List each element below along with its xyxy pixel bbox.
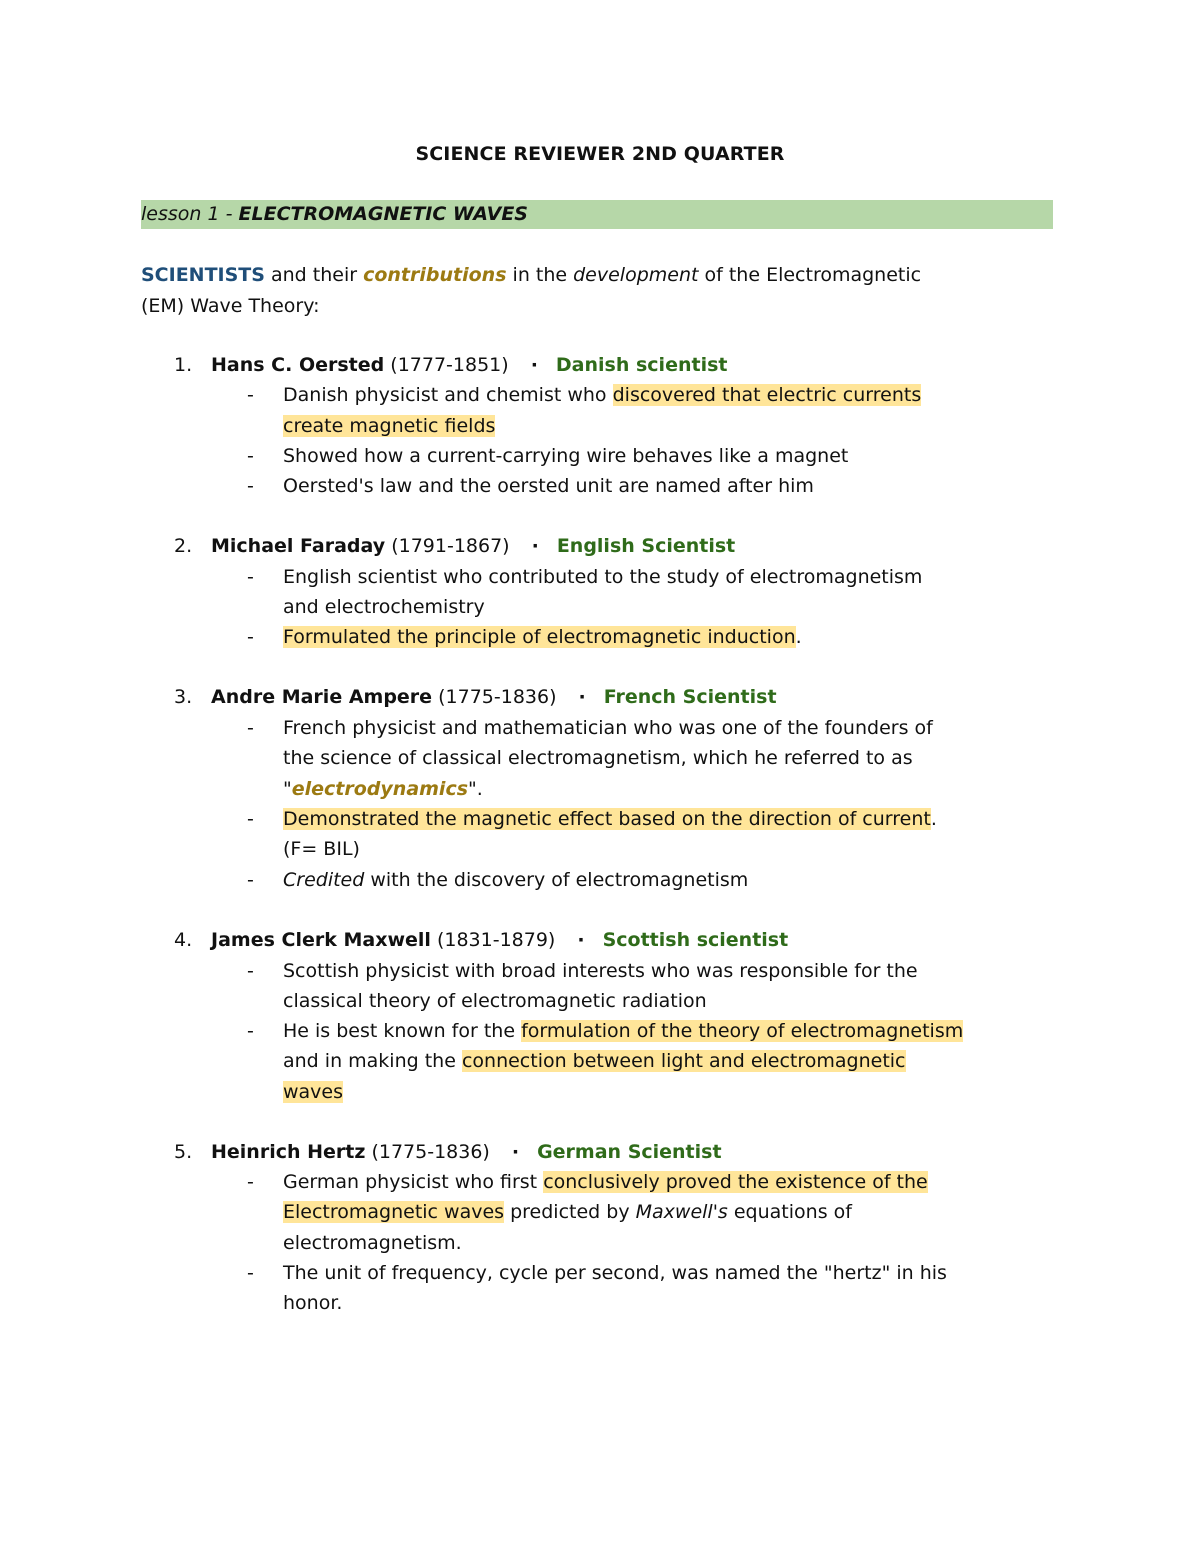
bullet-text-part: He is best known for the [283,1020,522,1042]
scientist-years: (1775-1836) [365,1141,490,1163]
scientist-nationality: Danish scientist [555,354,728,376]
scientist-name: Michael Faraday [211,535,386,557]
bullet-text-part: and in making the [283,1050,462,1072]
intro-contributions: contributions [363,264,507,286]
intro-text: and their [264,264,364,286]
bullet-text-part: German physicist who first [283,1171,544,1193]
lesson-name: ELECTROMAGNETIC WAVES [238,203,528,225]
bullet-text: Showed how a current-carrying wire behaves like a magnet [283,445,849,467]
intro-text: in the [506,264,574,286]
bullet-text [283,415,495,437]
bullet-text: and electrochemistry [283,596,485,618]
bullet-text: (F= BIL) [283,838,360,860]
separator-dot: · [531,535,539,557]
scientist-heading [211,686,777,708]
bullet-text [283,1050,906,1072]
bullet-dash: - [247,1171,254,1193]
highlighted-text: Formulated the principle of electromagnetic induction [283,626,796,648]
intro-text: of the Electromagnetic [698,264,922,286]
bullet-dash: - [247,1020,254,1042]
bullet-dash: - [247,626,254,648]
highlighted-text: conclusively proved the existence of the [543,1171,928,1193]
bullet-text [283,869,748,891]
scientist-heading [211,354,727,376]
scientist-nationality: English Scientist [556,535,736,557]
bullet-text [283,626,802,648]
bullet-text-part: . [795,626,802,648]
bullet-text-part: with the discovery of electromagnetism [364,869,749,891]
scientist-nationality: German Scientist [537,1141,722,1163]
bullet-dash: - [247,1262,254,1284]
quote-mark: ". [468,778,483,800]
highlighted-text: connection between light and electromagnetic [461,1050,906,1072]
list-number: 4. [174,929,193,951]
highlighted-text: Demonstrated the magnetic effect based on the direction of current [283,808,931,830]
separator-dot: · [511,1141,520,1163]
italic-text: Maxwell's [635,1201,728,1223]
bullet-text: honor. [283,1292,343,1314]
bullet-dash: - [247,384,254,406]
scientist-nationality: French Scientist [603,686,777,708]
bullet-text [283,808,937,830]
bullet-dash: - [247,808,254,830]
bullet-text: The unit of frequency, cycle per second, was named the "hertz" in his [283,1262,947,1284]
intro-paragraph [141,260,1041,321]
scientist-name: James Clerk Maxwell [211,929,431,951]
bullet-text-part: predicted by [504,1201,636,1223]
intro-text-line2: (EM) Wave Theory: [141,294,320,317]
scientist-heading [211,929,788,951]
bullet-dash: - [247,445,254,467]
bullet-text: English scientist who contributed to the study of electromagnetism [283,566,923,588]
bullet-text [283,778,483,800]
bullet-text-part: . [930,808,937,830]
highlighted-text: Electromagnetic waves [283,1201,505,1223]
bullet-text: French physicist and mathematician who was one of the founders of [283,717,933,739]
bullet-text [283,1081,343,1103]
bullet-text [283,1201,852,1223]
intro-development: development [573,264,699,286]
list-number: 5. [174,1141,193,1163]
bullet-text [283,384,921,406]
bullet-text: electromagnetism. [283,1232,462,1254]
bullet-dash: - [247,869,254,891]
separator-dot: · [578,686,586,708]
bullet-dash: - [247,960,254,982]
bullet-text: the science of classical electromagnetism, which he referred to as [283,747,913,769]
keyword-electrodynamics: electrodynamics [291,778,469,800]
quote-mark: " [283,778,292,800]
separator-dot: · [530,354,538,376]
bullet-text [283,1171,928,1193]
scientist-heading [211,1141,722,1163]
list-number: 1. [174,354,193,376]
bullet-text: Scottish physicist with broad interests who was responsible for the [283,960,918,982]
bullet-dash: - [247,566,254,588]
highlighted-text: formulation of the theory of electromagnetism [521,1020,964,1042]
scientist-name: Hans C. Oersted [211,354,385,376]
scientist-years: (1775-1836) [432,686,557,708]
highlighted-text: discovered that electric currents [612,384,922,406]
scientist-nationality: Scottish scientist [602,929,789,951]
bullet-text: classical theory of electromagnetic radiation [283,990,707,1012]
list-number: 2. [174,535,193,557]
list-number: 3. [174,686,193,708]
scientist-years: (1777-1851) [384,354,509,376]
scientist-years: (1831-1879) [430,929,556,951]
highlighted-text: create magnetic fields [283,415,496,437]
scientist-years: (1791-1867) [385,535,510,557]
intro-scientists: SCIENTISTS [141,264,265,286]
scientist-name: Heinrich Hertz [211,1141,366,1163]
lesson-heading [141,203,528,225]
bullet-text [283,1020,963,1042]
scientist-heading [211,535,735,557]
separator-dot: · [577,929,585,951]
italic-text: Credited [283,869,365,891]
bullet-text-part: Danish physicist and chemist who [283,384,613,406]
document-title: SCIENCE REVIEWER 2ND QUARTER [415,143,785,165]
highlighted-text: waves [283,1081,344,1103]
bullet-text-part: equations of [727,1201,852,1223]
bullet-text: Oersted's law and the oersted unit are named after him [283,475,814,497]
lesson-prefix: lesson 1 - [141,203,239,225]
bullet-dash: - [247,717,254,739]
bullet-dash: - [247,475,254,497]
scientist-name: Andre Marie Ampere [211,686,433,708]
